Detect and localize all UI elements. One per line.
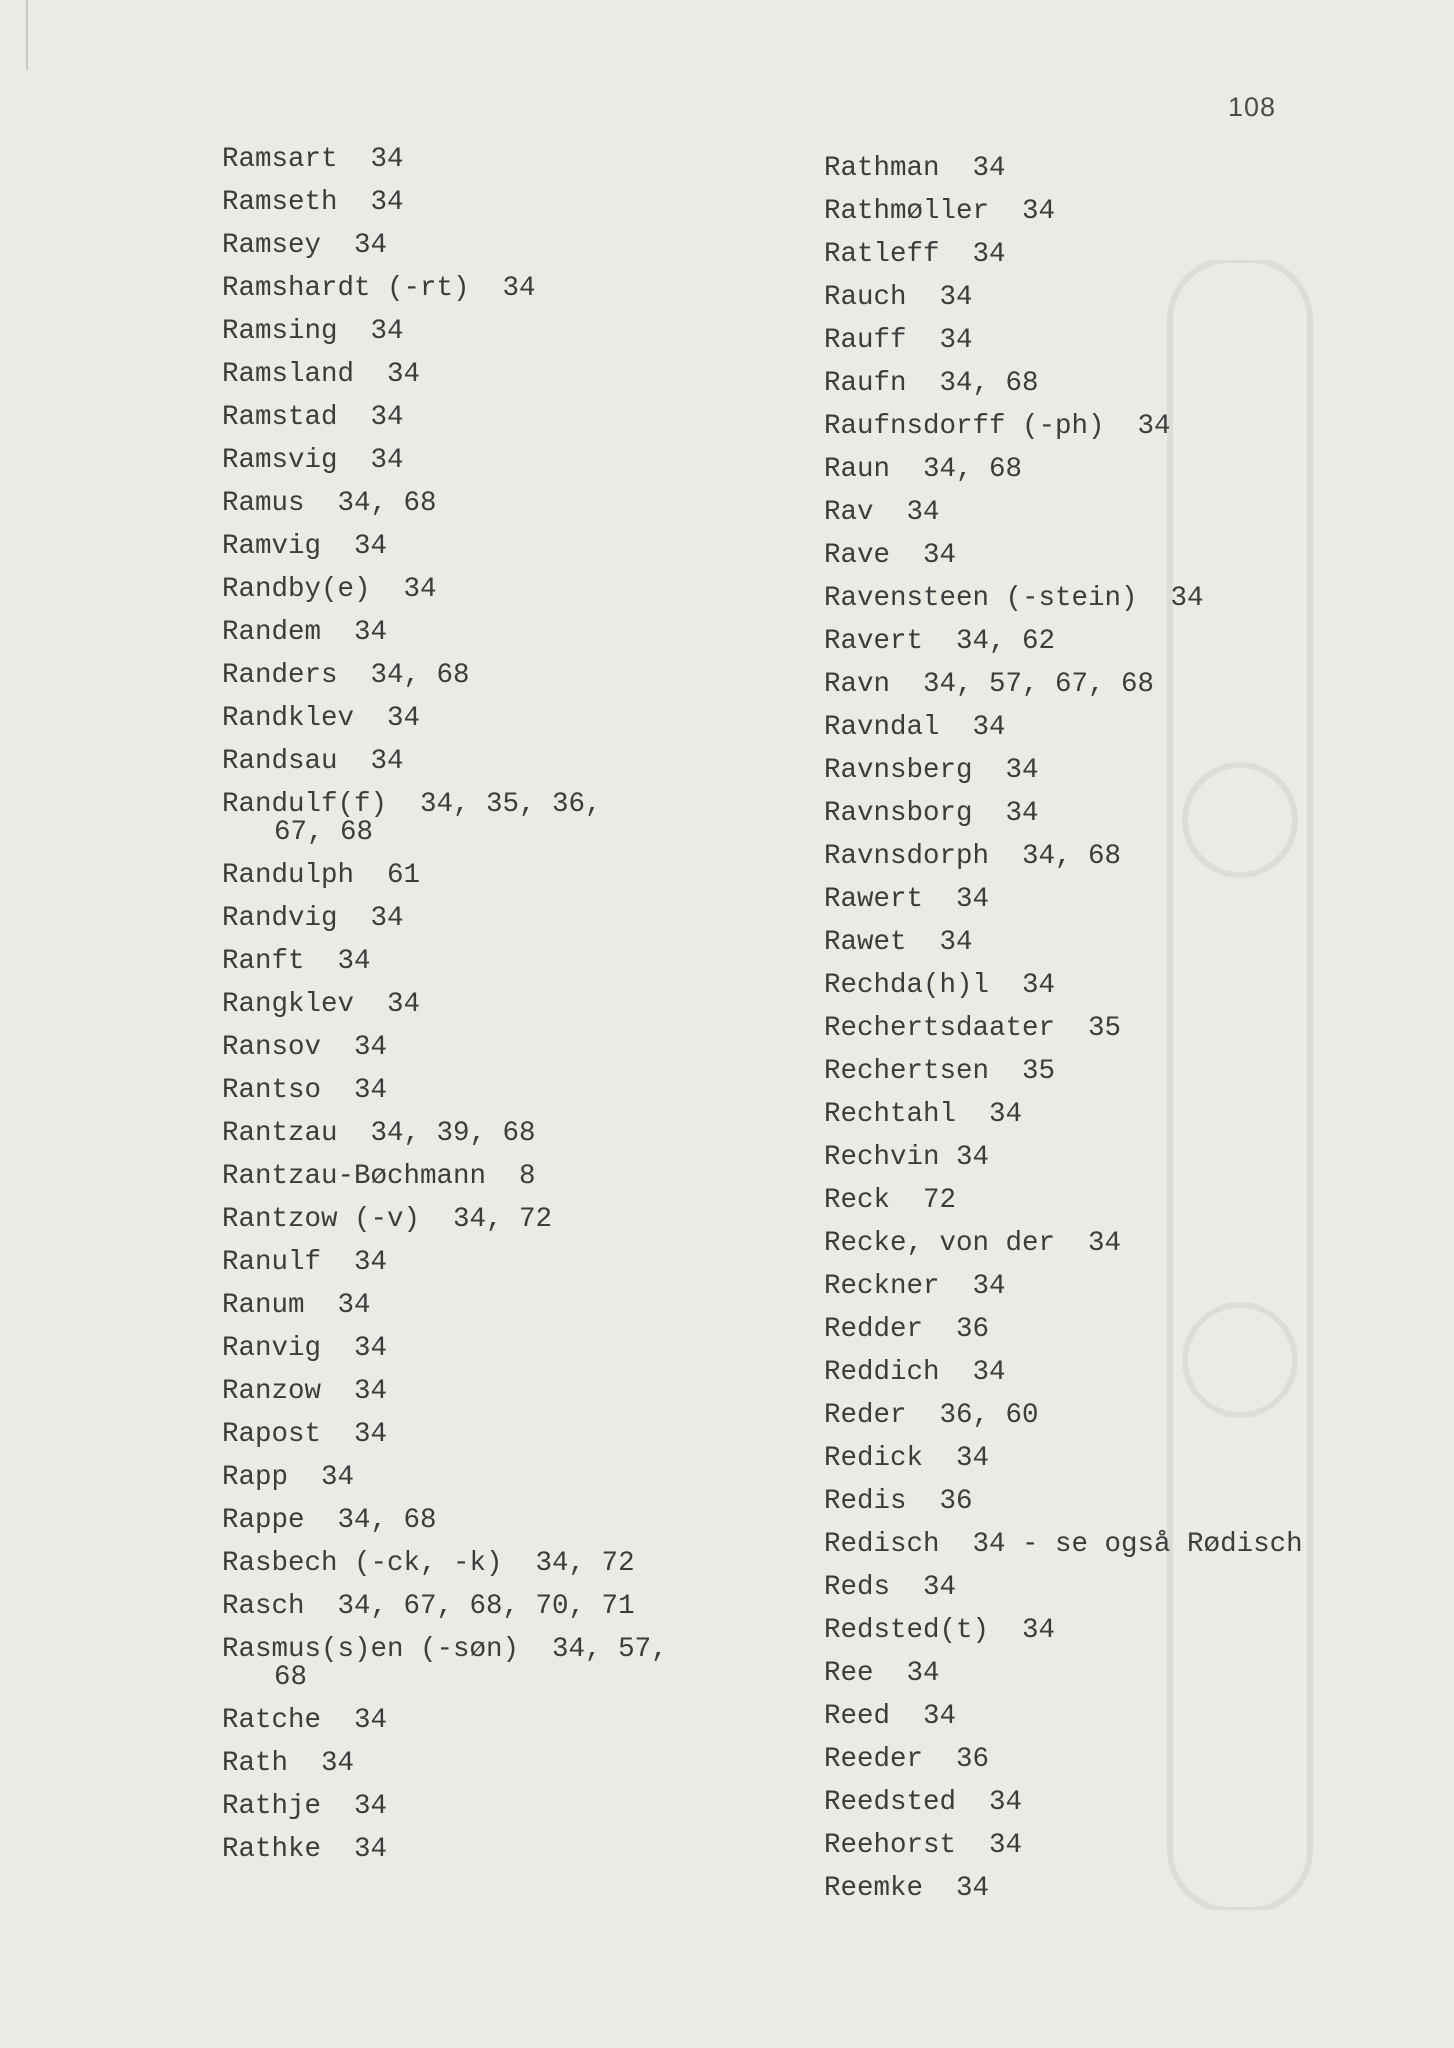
index-entry — [824, 155, 1424, 183]
index-entry — [222, 1507, 782, 1535]
index-entry — [222, 1707, 782, 1735]
index-entry-text: Randem 34 — [222, 617, 388, 648]
index-entry-text: Reds 34 — [824, 1572, 957, 1603]
index-entry — [222, 1034, 782, 1062]
index-entry — [824, 1058, 1424, 1086]
index-entry — [824, 1402, 1424, 1430]
index-entry-text: Rasbech (-ck, -k) 34, 72 — [222, 1548, 635, 1579]
index-entry-text: Ransov 34 — [222, 1032, 388, 1063]
index-entry-text: Ramsland 34 — [222, 359, 421, 390]
index-entry-text: Ravensteen (-stein) 34 — [824, 583, 1204, 614]
index-entry-text: Reemke 34 — [824, 1873, 990, 1904]
index-entry — [824, 628, 1424, 656]
index-entry-text: Ranft 34 — [222, 946, 371, 977]
index-entry-text: Reehorst 34 — [824, 1830, 1023, 1861]
index-entry — [222, 748, 782, 776]
index-entry-text: Reder 36, 60 — [824, 1400, 1039, 1431]
index-entry-text: Reddich 34 — [824, 1357, 1006, 1388]
index-entry-text: Ramsey 34 — [222, 230, 388, 261]
index-entry — [222, 1750, 782, 1778]
index-entry — [222, 905, 782, 933]
index-entry-text: Ranvig 34 — [222, 1333, 388, 1364]
index-entry — [222, 1421, 782, 1449]
index-entry-text: Ravert 34, 62 — [824, 626, 1056, 657]
index-entry-text: Rasch 34, 67, 68, 70, 71 — [222, 1591, 635, 1622]
index-entry-text: Rathke 34 — [222, 1834, 388, 1865]
index-entry — [222, 1163, 782, 1191]
index-entry — [824, 456, 1424, 484]
index-entry — [222, 1836, 782, 1864]
index-entry-text: Rauff 34 — [824, 325, 973, 356]
index-entry — [824, 1789, 1424, 1817]
index-entry — [824, 1230, 1424, 1258]
index-entry — [824, 886, 1424, 914]
index-entry — [824, 1273, 1424, 1301]
index-entry-text: Ramus 34, 68 — [222, 488, 437, 519]
index-entry-text: Rathje 34 — [222, 1791, 388, 1822]
index-entry-text: Rav 34 — [824, 497, 940, 528]
index-entry-text: Rechvin 34 — [824, 1142, 990, 1173]
index-entry-text: Rawet 34 — [824, 927, 973, 958]
index-entry — [824, 1531, 1424, 1559]
index-entry — [824, 1488, 1424, 1516]
index-entry — [824, 327, 1424, 355]
index-entry — [222, 705, 782, 733]
index-entry-text: Rechtahl 34 — [824, 1099, 1023, 1130]
index-entry-text: Rantzau-Bøchmann 8 — [222, 1161, 536, 1192]
index-entry-text: Reckner 34 — [824, 1271, 1006, 1302]
index-entry-text: Rathmøller 34 — [824, 196, 1056, 227]
index-entry-text: Randsau 34 — [222, 746, 404, 777]
index-entry-text: Ramvig 34 — [222, 531, 388, 562]
index-entry-text: Ratleff 34 — [824, 239, 1006, 270]
index-column-left — [222, 146, 782, 1879]
index-entry — [824, 413, 1424, 441]
index-entry-text: Ramsvig 34 — [222, 445, 404, 476]
index-entry-text: Raun 34, 68 — [824, 454, 1023, 485]
index-entry — [222, 576, 782, 604]
index-entry — [222, 189, 782, 217]
index-entry-text: Rantzow (-v) 34, 72 — [222, 1204, 553, 1235]
index-entry-text: Randby(e) 34 — [222, 574, 437, 605]
index-entry-text: Randklev 34 — [222, 703, 421, 734]
index-entry-continuation: 68 — [274, 1662, 308, 1693]
index-entry-text: Rath 34 — [222, 1748, 355, 1779]
index-entry — [222, 275, 782, 303]
index-entry-text: Rangklev 34 — [222, 989, 421, 1020]
index-entry — [222, 361, 782, 389]
index-entry — [222, 991, 782, 1019]
index-entry — [222, 791, 782, 847]
index-entry — [824, 1359, 1424, 1387]
index-entry-text: Reed 34 — [824, 1701, 957, 1732]
index-entry — [824, 1875, 1424, 1903]
index-entry-text: Rapost 34 — [222, 1419, 388, 1450]
index-entry — [824, 198, 1424, 226]
index-entry — [222, 490, 782, 518]
index-entry — [222, 619, 782, 647]
index-entry — [222, 1636, 782, 1692]
index-entry — [222, 146, 782, 174]
index-entry-text: Rauch 34 — [824, 282, 973, 313]
index-entry-text: Ravnsberg 34 — [824, 755, 1039, 786]
index-entry-text: Ramshardt (-rt) 34 — [222, 273, 536, 304]
index-entry-text: Randulph 61 — [222, 860, 421, 891]
index-entry — [824, 1445, 1424, 1473]
index-entry-text: Ramsing 34 — [222, 316, 404, 347]
index-entry-text: Randulf(f) 34, 35, 36, — [222, 789, 602, 820]
index-entry-text: Rechertsen 35 — [824, 1056, 1056, 1087]
index-entry-text: Rantzau 34, 39, 68 — [222, 1118, 536, 1149]
index-entry — [222, 662, 782, 690]
index-entry-text: Rathman 34 — [824, 153, 1006, 184]
index-entry — [222, 1550, 782, 1578]
index-entry — [824, 1316, 1424, 1344]
index-entry-text: Raufn 34, 68 — [824, 368, 1039, 399]
index-entry — [824, 585, 1424, 613]
index-entry — [222, 1793, 782, 1821]
index-entry — [222, 1464, 782, 1492]
index-entry — [222, 1378, 782, 1406]
index-entry — [222, 862, 782, 890]
index-entry — [824, 1015, 1424, 1043]
index-entry-text: Ranzow 34 — [222, 1376, 388, 1407]
index-entry — [222, 948, 782, 976]
index-entry-text: Ree 34 — [824, 1658, 940, 1689]
page-number: 108 — [1228, 92, 1277, 122]
index-entry — [824, 671, 1424, 699]
index-entry — [824, 1144, 1424, 1172]
index-entry-text: Reck 72 — [824, 1185, 957, 1216]
index-entry — [824, 800, 1424, 828]
index-entry-text: Redisch 34 - se også Rødisch — [824, 1529, 1303, 1560]
index-entry — [824, 843, 1424, 871]
index-entry-text: Rawert 34 — [824, 884, 990, 915]
index-entry — [824, 542, 1424, 570]
index-entry-text: Ranulf 34 — [222, 1247, 388, 1278]
index-entry-text: Ramsart 34 — [222, 144, 404, 175]
index-entry-text: Reedsted 34 — [824, 1787, 1023, 1818]
index-entry-continuation: 67, 68 — [274, 817, 374, 848]
index-entry-text: Redder 36 — [824, 1314, 990, 1345]
index-entry — [824, 1660, 1424, 1688]
index-entry — [824, 284, 1424, 312]
index-entry — [222, 1120, 782, 1148]
index-entry-text: Randers 34, 68 — [222, 660, 470, 691]
index-entry — [824, 1617, 1424, 1645]
index-entry-text: Rechertsdaater 35 — [824, 1013, 1122, 1044]
index-entry-text: Ravndal 34 — [824, 712, 1006, 743]
index-entry — [824, 1574, 1424, 1602]
index-entry — [824, 757, 1424, 785]
index-entry — [824, 1101, 1424, 1129]
index-entry-text: Rappe 34, 68 — [222, 1505, 437, 1536]
index-entry — [824, 929, 1424, 957]
index-entry — [222, 447, 782, 475]
index-entry-text: Rasmus(s)en (-søn) 34, 57, — [222, 1634, 668, 1665]
index-entry — [222, 1292, 782, 1320]
index-entry-text: Rechda(h)l 34 — [824, 970, 1056, 1001]
index-entry — [222, 1249, 782, 1277]
index-entry-text: Redsted(t) 34 — [824, 1615, 1056, 1646]
index-entry — [824, 1832, 1424, 1860]
index-entry-text: Recke, von der 34 — [824, 1228, 1122, 1259]
index-entry-text: Ramstad 34 — [222, 402, 404, 433]
index-column-right — [824, 155, 1424, 1918]
index-entry-text: Redick 34 — [824, 1443, 990, 1474]
index-entry-text: Rave 34 — [824, 540, 957, 571]
index-entry — [824, 1746, 1424, 1774]
index-entry-text: Randvig 34 — [222, 903, 404, 934]
index-entry-text: Redis 36 — [824, 1486, 973, 1517]
index-entry — [222, 1335, 782, 1363]
index-entry-text: Reeder 36 — [824, 1744, 990, 1775]
index-entry — [824, 241, 1424, 269]
index-entry — [222, 533, 782, 561]
index-entry — [222, 318, 782, 346]
index-entry — [222, 1077, 782, 1105]
index-entry — [824, 972, 1424, 1000]
index-entry — [222, 1206, 782, 1234]
index-entry-text: Ramseth 34 — [222, 187, 404, 218]
index-entry-text: Ranum 34 — [222, 1290, 371, 1321]
index-entry — [824, 1703, 1424, 1731]
index-entry-text: Ravnsborg 34 — [824, 798, 1039, 829]
index-entry-text: Ravnsdorph 34, 68 — [824, 841, 1122, 872]
index-entry — [222, 1593, 782, 1621]
index-entry-text: Raufnsdorff (-ph) 34 — [824, 411, 1171, 442]
scan-edge-mark — [26, 0, 28, 70]
index-entry — [824, 714, 1424, 742]
index-entry — [824, 370, 1424, 398]
index-entry-text: Rantso 34 — [222, 1075, 388, 1106]
index-entry — [824, 1187, 1424, 1215]
index-entry-text: Rapp 34 — [222, 1462, 355, 1493]
index-entry-text: Ratche 34 — [222, 1705, 388, 1736]
index-entry-text: Ravn 34, 57, 67, 68 — [824, 669, 1155, 700]
index-entry — [824, 499, 1424, 527]
index-entry — [222, 404, 782, 432]
index-entry — [222, 232, 782, 260]
